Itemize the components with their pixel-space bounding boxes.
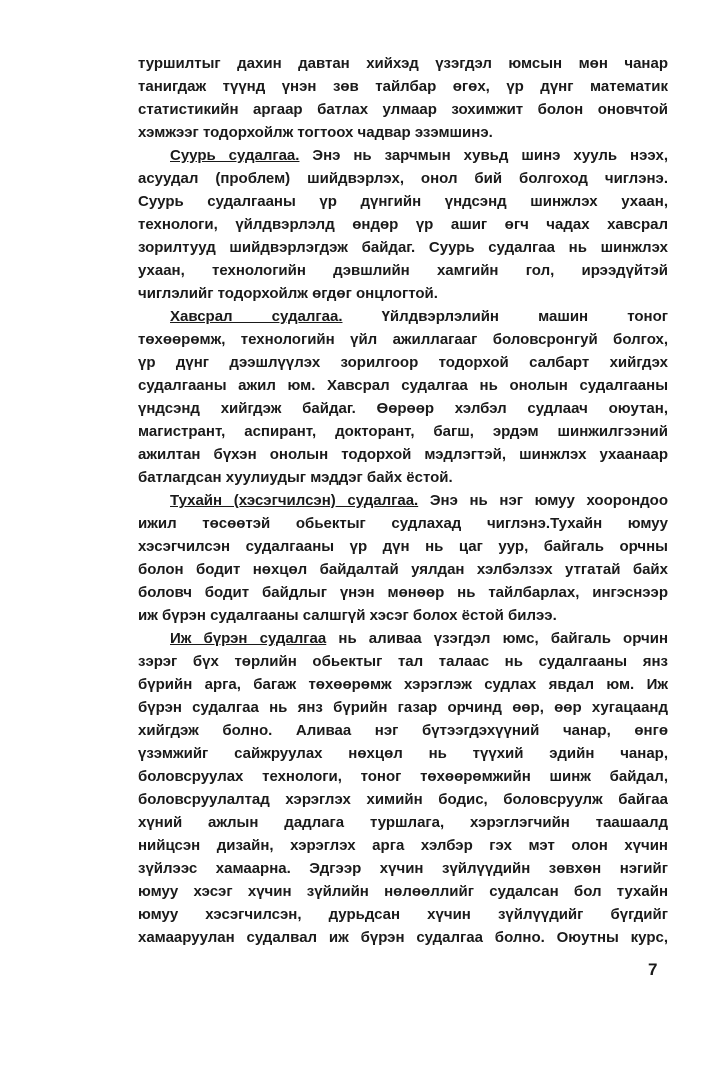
text-line: боловсруулах технологи, тоног төхөөрөмжийн шинж байдал, [138, 768, 668, 785]
paragraph-1 [138, 52, 668, 144]
text-line: Хавсрал судалгаа. Үйлдвэрлэлийн машин тоног [170, 308, 668, 325]
text-line: магистрант, аспирант, докторант, багш, эрдэм шинжилгээний [138, 423, 668, 440]
text-line: зүйлээс хамаарна. Эдгээр хүчин зүйлүүдийн зөвхөн нэгийг [138, 860, 668, 877]
text-line: зорилтууд шийдвэрлэгдэж байдаг. Суурь судалгаа нь шинжлэх [138, 239, 668, 256]
text-line: Тухайн (хэсэгчилсэн) судалгаа. Энэ нь нэг юмуу хоорондоо [170, 492, 668, 509]
term-basic-research: Суурь судалгаа. [170, 147, 300, 164]
text-line: чиглэлийг тодорхойлж өгдөг онцлогтой. [138, 285, 438, 302]
text-line: бүрийн арга, багаж төхөөрөмж хэрэглэж судлах явдал юм. Иж [138, 676, 668, 693]
text-line: бүрэн судалгаа нь янз бүрийн газар орчинд өөр, өөр хугацаанд [138, 699, 668, 716]
text-line: хүний ажлын дадлага туршлага, хэрэглэгчийн таашаалд [138, 814, 668, 831]
text-line: нийцсэн дизайн, хэрэглэх арга хэлбэр гэх мэт олон хүчин [138, 837, 668, 854]
text-line: туршилтыг дахин давтан хийхэд үзэгдэл юмсын мөн чанар [138, 55, 668, 72]
text-line: үзэмжийг сайжруулах нөхцөл нь түүхий эдийн чанар, [138, 745, 668, 762]
text-line: батлагдсан хуулиудыг мэддэг байх ёстой. [138, 469, 453, 486]
text-line: хамааруулан судалвал иж бүрэн судалгаа болно. Оюутны курс, [138, 929, 668, 946]
text-line: хийгдэж болно. Аливаа нэг бүтээгдэхүүний чанар, өнгө [138, 722, 668, 739]
text-line: хэсэгчилсэн судалгааны үр дүн нь цаг уур, байгаль орчны [138, 538, 668, 555]
text-line: технологи, үйлдвэрлэлд өндөр үр ашиг өгч чадах хавсрал [138, 216, 668, 233]
text-line: зэрэг бүх төрлийн обьектыг тал талаас нь судалгааны янз [138, 653, 668, 670]
text-line: Суурь судалгааны үр дүнгийн үндсэнд шинжлэх ухаан, [138, 193, 668, 210]
text-line: боловсруулалтад хэрэглэх химийн бодис, боловсруулж байгаа [138, 791, 668, 808]
paragraph-5 [138, 627, 668, 949]
text-line: Иж бүрэн судалгаа нь аливаа үзэгдэл юмс, байгаль орчин [170, 630, 668, 647]
paragraph-4 [138, 489, 668, 627]
text-line: болон бодит нөхцөл байдалтай уялдан хэлбэлзэх утгатай байх [138, 561, 668, 578]
term-applied-research: Хавсрал судалгаа. [170, 308, 343, 325]
text-line: үр дүнг дээшлүүлэх зорилгоор тодорхой салбарт хийгдэх [138, 354, 668, 371]
paragraph-2 [138, 144, 668, 305]
text-line: Суурь судалгаа. Энэ нь зарчмын хувьд шинэ хууль нээх, [170, 147, 668, 164]
text-line: иж бүрэн судалгааны салшгүй хэсэг болох ёстой билээ. [138, 607, 557, 624]
text-line: юмуу хэсэгчилсэн, дурьдсан хүчин зүйлүүдийг бүгдийг [138, 906, 668, 923]
text-line: судалгааны ажил юм. Хавсрал судалгаа нь онолын судалгааны [138, 377, 668, 394]
text-line: ижил төсөөтэй обьектыг судлахад чиглэнэ.Тухайн юмуу [138, 515, 668, 532]
text-line: боловч бодит байдлыг үнэн мөнөөр нь тайлбарлах, ингэснээр [138, 584, 668, 601]
term-partial-research: Тухайн (хэсэгчилсэн) судалгаа. [170, 492, 419, 509]
text-line: хэмжээг тодорхойлж тогтоох чадвар эзэмшинэ. [138, 124, 493, 141]
text-line: төхөөрөмж, технологийн үйл ажиллагааг боловсронгуй болгох, [138, 331, 668, 348]
text-line: асуудал (проблем) шийдвэрлэх, онол бий болгоход чиглэнэ. [138, 170, 668, 187]
text-line: үндсэнд хийгдэж байдаг. Өөрөөр хэлбэл судлаач оюутан, [138, 400, 668, 417]
text-line: ухаан, технологийн дэвшлийн хамгийн гол, ирээдүйтэй [138, 262, 668, 279]
text-line: танигдаж түүнд үнэн зөв тайлбар өгөх, үр дүнг математик [138, 78, 668, 95]
text-line: статистикийн аргаар батлах улмаар зохимжит болон оновчтой [138, 101, 668, 118]
term-comprehensive-research: Иж бүрэн судалгаа [170, 630, 327, 647]
page-number: 7 [648, 960, 658, 979]
paragraph-3 [138, 305, 668, 489]
text-line: юмуу хэсэг хүчин зүйлийн нөлөөллийг судалсан бол тухайн [138, 883, 668, 900]
text-line: ажилтан бүхэн онолын тодорхой мэдлэгтэй, шинжлэх ухаанаар [138, 446, 668, 463]
page-body [138, 52, 668, 949]
